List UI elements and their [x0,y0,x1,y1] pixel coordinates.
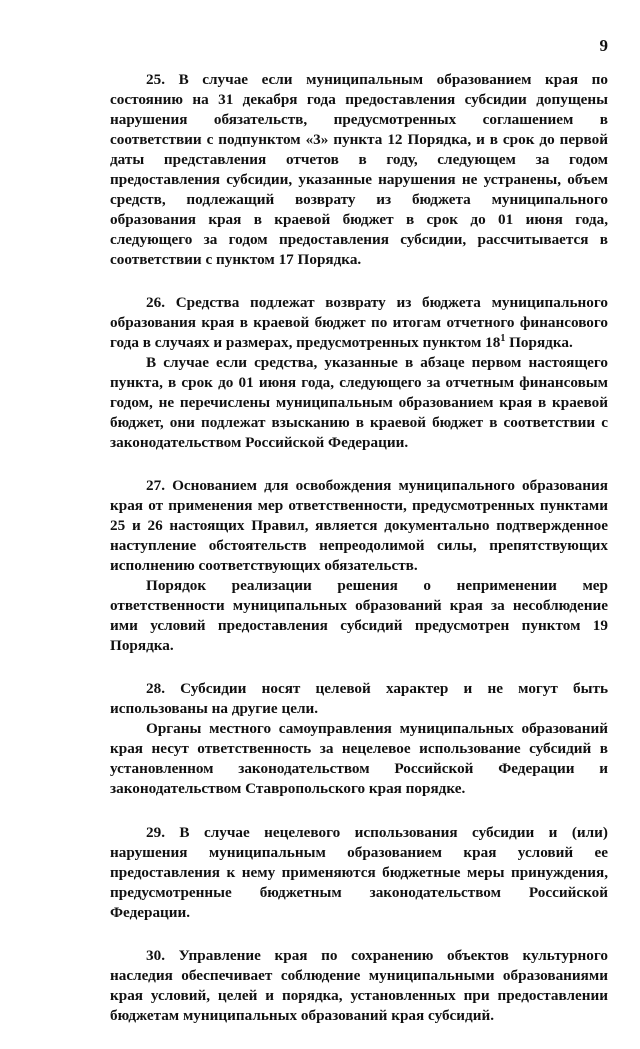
section-26 [110,293,608,453]
paragraph-26-first [110,293,608,353]
section-28 [110,679,608,799]
paragraph-26-tail: Порядка. [505,334,573,351]
paragraph-26-second: В случае если средства, указанные в абзаце первом настоящего пункта, в срок до 01 июня года, следующего за отчетным финансовым годом, не перечислены муниципальным образованием края в краевой бюджет, они подлежат взысканию в краевой бюджет в соответствии с законодательством Российской Федерации. [110,354,608,451]
paragraph-26-text: 26. Средства подлежат возврату из бюджета муниципального образования края в краевой бюджет по итогам отчетного финансового года в случаях и размерах, предусмотренных пунктом 18 [110,294,608,351]
paragraph-27-first: 27. Основанием для освобождения муниципального образования края от применения мер ответственности, предусмотренных пунктами 25 и 26 настоящих Правил, является документально подтвержденное наступление обстоятельств непреодолимой силы, препятствующих исполнению соответствующих обязательств. [110,477,608,574]
section-29 [110,823,608,923]
document-body [110,70,608,1049]
footnote-superscript: 1 [500,332,506,344]
paragraph-28-second: Органы местного самоуправления муниципальных образований края несут ответственность за нецелевое использование субсидий в установленном законодательством Российской Федерации и законодательством Ставропольского края порядке. [110,720,608,797]
section-27 [110,476,608,656]
section-30 [110,946,608,1026]
paragraph-27-second: Порядок реализации решения о неприменении мер ответственности муниципальных образований края за несоблюдение ими условий предоставления субсидий предусмотрен пунктом 19 Порядка. [110,577,608,654]
paragraph-30: 30. Управление края по сохранению объектов культурного наследия обеспечивает соблюдение муниципальными образованиями края условий, целей и порядка, установленных при предоставлении бюджетам муниципальных образований края субсидий. [110,947,608,1024]
paragraph-28-first: 28. Субсидии носят целевой характер и не могут быть использованы на другие цели. [110,680,608,717]
page-number: 9 [599,36,608,55]
section-25 [110,70,608,270]
paragraph-25: 25. В случае если муниципальным образованием края по состоянию на 31 декабря года предоставления субсидии допущены нарушения обязательств, предусмотренных соглашением в соответствии с подпунктом «3» пункта 12 Порядка, и в срок до первой даты представления отчетов в году, следующем за годом предоставления субсидии, указанные нарушения не устранены, объем средств, подлежащий возврату из бюджета муниципального образования края в краевой бюджет в срок до 01 июня года, следующего за годом предоставления субсидии, рассчитывается в соответствии с пунктом 17 Порядка. [110,71,608,268]
paragraph-29: 29. В случае нецелевого использования субсидии и (или) нарушения муниципальным образованием края условий ее предоставления к нему применяются бюджетные меры принуждения, предусмотренные бюджетным законодательством Российской Федерации. [110,824,608,921]
